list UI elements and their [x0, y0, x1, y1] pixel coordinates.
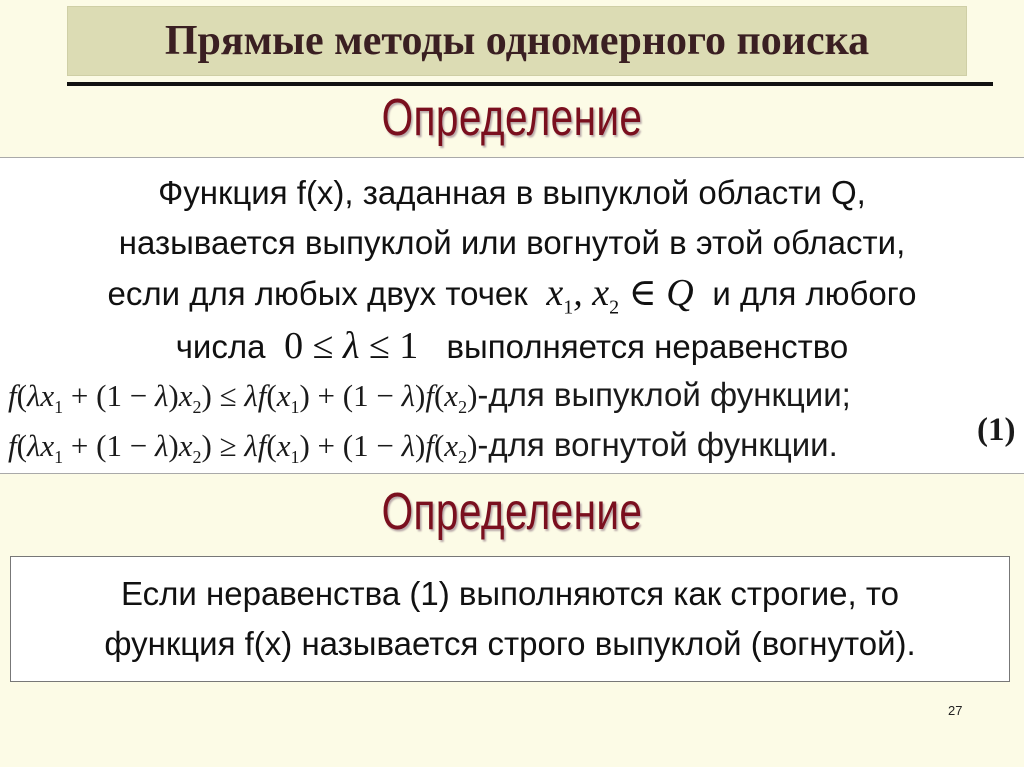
def1-line4 — [0, 324, 1024, 368]
def2-line2: функция f(x) называется строго выпуклой (вогнутой). — [104, 625, 916, 662]
definition-heading-1: Определение — [381, 89, 643, 147]
definition-box-2 — [10, 556, 1010, 682]
page-number: 27 — [948, 703, 963, 718]
def1-line3-text-a: если для любых двух точек — [107, 275, 528, 312]
title-underline — [67, 82, 993, 86]
lambda-range-formula: 0 ≤ λ ≤ 1 — [274, 325, 438, 367]
definition-heading-2: Определение — [381, 483, 643, 541]
def1-line1: Функция f(x), заданная в выпуклой области Q, — [158, 174, 866, 211]
title-bar — [67, 6, 967, 76]
concave-inequality: $f(\lambda x_1 + (1 - \lambda)x_2) \ge \lambda f(x_1) + (1 - \lambda)f(x_2)-для$ вогнутой функции. — [8, 426, 838, 468]
def1-line2: называется выпуклой или вогнутой в этой области, — [118, 224, 906, 261]
def1-line3 — [0, 270, 1024, 320]
points-formula: $x_1$, $x_2$ ∈ Q — [536, 272, 704, 319]
def1-line4-text-a: числа — [175, 328, 266, 365]
slide-title: Прямые методы одномерного поиска — [164, 18, 870, 64]
def1-line3-text-b: и для любого — [712, 275, 917, 312]
definition-box-1 — [0, 157, 1024, 474]
convex-inequality: $f(\lambda x_1 + (1 - \lambda)x_2) \le \lambda f(x_1) + (1 - \lambda)f(x_2)-для$ выпуклой функции; — [8, 376, 851, 418]
concave-label: -для вогнутой функции. — [477, 426, 838, 463]
convex-label: -для выпуклой функции; — [477, 376, 851, 413]
equation-number: (1) — [977, 412, 1016, 448]
def1-line4-text-b: выполняется неравенство — [446, 328, 849, 365]
def2-line1: Если неравенства (1) выполняются как строгие, то — [121, 575, 899, 612]
